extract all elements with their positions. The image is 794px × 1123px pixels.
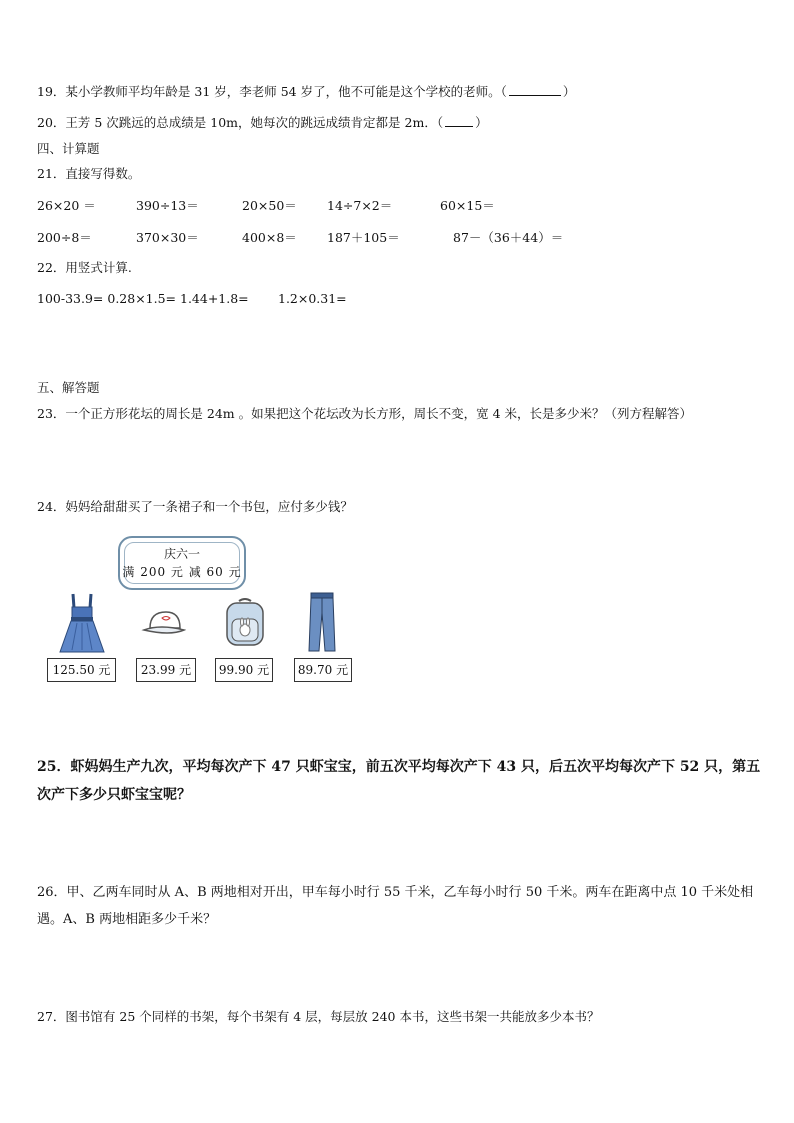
question-25: 25．虾妈妈生产九次，平均每次产下 47 只虾宝宝，前五次平均每次产下 43 只，后五次平均每次产下 52 只，第五次产下多少只虾宝宝呢？ — [37, 759, 761, 803]
calc-item: 200÷8＝ — [37, 230, 92, 245]
jeans-icon — [305, 591, 339, 653]
vertical-calc-items: 100-33.9= 0.28×1.5= 1.44+1.8= — [37, 291, 249, 306]
cap-icon — [140, 608, 186, 640]
promo-sign-offer: 满 200 元 减 60 元 — [122, 565, 242, 579]
question-24: 24．妈妈给甜甜买了一条裙子和一个书包，应付多少钱？ — [37, 499, 353, 514]
promo-sign-title: 庆六一 — [163, 547, 200, 561]
vertical-calc-item: 1.2×0.31= — [278, 291, 347, 306]
answer-blank-19[interactable] — [509, 83, 561, 96]
calc-item: 26×20 ＝ — [37, 198, 96, 213]
section-5-heading: 五、解答题 — [37, 380, 100, 395]
question-21-title: 21．直接写得数。 — [37, 166, 141, 181]
question-23: 23．一个正方形花坛的周长是 24m 。如果把这个花坛改为长方形，周长不变，宽 4 米，长是多少米？（列方程解答） — [37, 406, 693, 421]
calc-item: 20×50＝ — [242, 198, 297, 213]
answer-blank-20[interactable] — [445, 114, 473, 127]
promo-sign — [118, 536, 246, 590]
question-19-text: 19．某小学教师平均年龄是 31 岁，李老师 54 岁了，他不可能是这个学校的老师。（ — [37, 84, 507, 99]
question-20-text: 20．王芳 5 次跳远的总成绩是 10m，她每次的跳远成绩肯定都是 2m．（ — [37, 115, 444, 130]
question-19 — [37, 83, 575, 100]
question-20-close: ） — [475, 115, 488, 130]
calc-item: 390÷13＝ — [136, 198, 199, 213]
calc-item: 87－（36＋44）＝ — [453, 230, 564, 245]
calc-item: 14÷7×2＝ — [327, 198, 393, 213]
price-tag-jeans: 89.70 元 — [294, 658, 352, 682]
section-4-heading: 四、计算题 — [37, 141, 100, 156]
price-tag-dress: 125.50 元 — [47, 658, 116, 682]
question-19-close: ） — [562, 84, 576, 99]
backpack-icon — [221, 597, 269, 647]
calc-item: 370×30＝ — [136, 230, 199, 245]
question-26: 26．甲、乙两车同时从 A、B 两地相对开出，甲车每小时行 55 千米，乙车每小时行 50 千米。两车在距离中点 10 千米处相遇。A、B 两地相距多少千米？ — [37, 885, 754, 927]
calc-item: 60×15＝ — [440, 198, 495, 213]
calc-item: 187＋105＝ — [327, 230, 400, 245]
question-22-title: 22．用竖式计算. — [37, 260, 132, 275]
calc-item: 400×8＝ — [242, 230, 297, 245]
question-20 — [37, 114, 488, 131]
price-tag-cap: 23.99 元 — [136, 658, 196, 682]
dress-icon — [57, 592, 107, 654]
question-27: 27．图书馆有 25 个同样的书架，每个书架有 4 层，每层放 240 本书，这些书架一共能放多少本书？ — [37, 1009, 600, 1024]
price-tag-backpack: 99.90 元 — [215, 658, 273, 682]
